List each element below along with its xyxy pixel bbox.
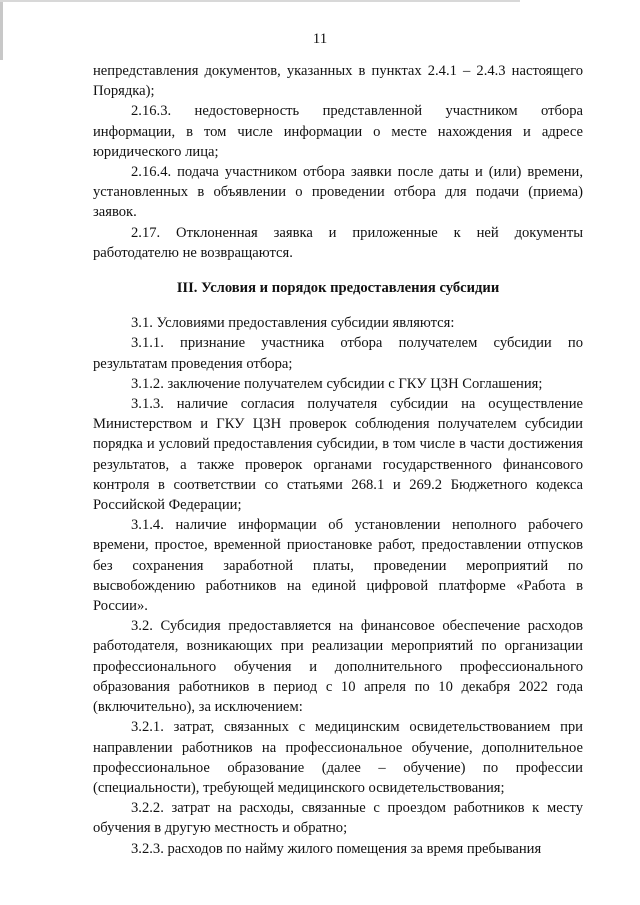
paragraph-3-1-3: 3.1.3. наличие согласия получателя субсидии на осуществление Министерством и ГКУ ЦЗН проверок соблюдения получателем субсидии порядка и условий предоставления субсидии, в том числе в части достижения результатов, а также проверок органами государственного финансового контроля в соответствии со статьями 268.1 и 269.2 Бюджетного кодекса Российской Федерации; <box>93 396 583 514</box>
document-body <box>93 61 583 859</box>
paragraph-3-1-1: 3.1.1. признание участника отбора получателем субсидии по результатам проведения отбора; <box>93 335 583 372</box>
paragraph-3-2-1: 3.2.1. затрат, связанных с медицинским освидетельствованием при направлении работников на профессиональное обучение, дополнительное профессиональное образование (далее – обучение) по профессии (специальности), требующей медицинского освидетельствования; <box>93 719 583 796</box>
paragraph-2-17: 2.17. Отклоненная заявка и приложенные к ней документы работодателю не возвращаются. <box>93 224 583 261</box>
paragraph-2-16-3: 2.16.3. недостоверность представленной участником отбора информации, в том числе информации о месте нахождения и адресе юридического лица; <box>93 103 583 160</box>
paragraph-continuation: непредставления документов, указанных в пунктах 2.4.1 – 2.4.3 настоящего Порядка); <box>93 63 583 100</box>
spacer <box>93 298 583 313</box>
paragraph-3-2: 3.2. Субсидия предоставляется на финансовое обеспечение расходов работодателя, возникающих при реализации мероприятий по организации профессионального обучения и дополнительного профессионального образования работников в период с 10 апреля по 10 декабря 2022 года (включительно), за исключением: <box>93 618 583 716</box>
paragraph-3-1-4: 3.1.4. наличие информации об установлении неполного рабочего времени, простое, временной приостановке работ, предоставлении отпусков без сохранения заработной платы, проведении мероприятий по высвобождению работников на единой цифровой платформе «Работа в России». <box>93 517 583 615</box>
paragraph-2-16-4: 2.16.4. подача участником отбора заявки после даты и (или) времени, установленных в объявлении о проведении отбора для подачи (приема) заявок. <box>93 164 583 221</box>
paragraph-3-2-3: 3.2.3. расходов по найму жилого помещения за время пребывания <box>131 840 542 857</box>
paragraph-3-1: 3.1. Условиями предоставления субсидии являются: <box>131 315 455 332</box>
scan-edge-top <box>0 0 520 2</box>
section-heading: III. Условия и порядок предоставления субсидии <box>176 280 500 297</box>
page-number: 11 <box>312 31 328 47</box>
paragraph-3-2-2: 3.2.2. затрат на расходы, связанные с проездом работников к месту обучения в другую местность и обратно; <box>93 800 583 837</box>
paragraph-3-1-2: 3.1.2. заключение получателем субсидии с ГКУ ЦЗН Соглашения; <box>131 375 543 392</box>
spacer <box>93 263 583 278</box>
